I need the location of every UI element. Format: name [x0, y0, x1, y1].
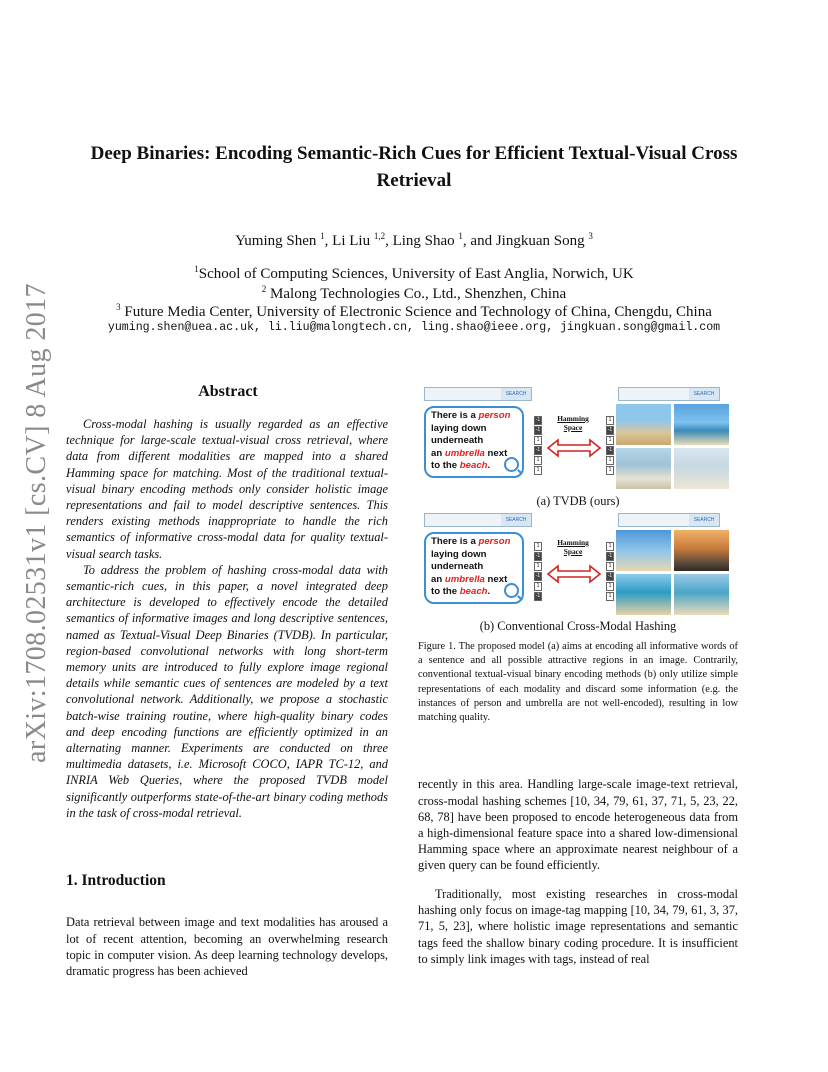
intro-body: [66, 902, 388, 992]
query-text: underneath: [431, 435, 484, 447]
binary-code-text: [534, 416, 542, 476]
binary-bit: 1: [606, 562, 614, 571]
beach-image: [674, 574, 729, 615]
body-paragraph: recently in this area. Handling large-scale image-text retrieval, cross-modal hashing schemes [10, 34, 79, 61, 37, 71, 5, 23, 22, 68, 78] have been proposed to encode heterogeneous data from a high-dimensional feature space into a shared low-dimensional Hamming space where an approximate nearest neighbour of a given query can be found efficiently.: [418, 777, 738, 873]
figure-caption: Figure 1. The proposed model (a) aims at encoding all informative words of a sentence and all possible attractive regions in an image. Contrarily, conventional textual-visual binary encoding methods (b) only utilize simple representations of each modality and discard some information (e.g. the instances of person and umbrella are not well-encoded), resulting in low matching quality.: [418, 641, 738, 724]
hamming-label-line: Hamming: [557, 414, 589, 423]
body-paragraph: Traditionally, most existing researches in cross-modal hashing only focus on image-tag mapping [10, 34, 79, 61, 3, 37, 71, 5, 23], where holistic image representations and semantic tags feed the shallow binary coding procedure. It is insufficient to simply link images with tags, instead of real: [418, 887, 738, 966]
binary-bit: -1: [607, 447, 613, 453]
double-arrow-icon: [544, 562, 604, 586]
right-column-body: [418, 764, 738, 979]
query-keyword: person: [478, 536, 511, 547]
binary-code-image: [606, 542, 614, 602]
beach-image: [616, 574, 671, 615]
figure-panel-a: [420, 384, 736, 504]
binary-bit: -1: [535, 427, 541, 433]
arxiv-sidebar: [14, 283, 60, 763]
binary-bit: 1: [606, 542, 614, 551]
author-name: Jingkuan Song: [495, 233, 585, 249]
author-name: Yuming Shen: [235, 233, 317, 249]
binary-bit: -1: [607, 427, 613, 433]
query-text: There is a: [431, 536, 479, 547]
search-bar: [618, 513, 720, 527]
query-text: next: [484, 573, 508, 585]
query-keyword: beach: [459, 460, 488, 472]
binary-bit: 1: [534, 562, 542, 571]
author-sup: 1: [320, 231, 325, 241]
title-line-2: Retrieval: [376, 170, 452, 191]
hamming-space-label: [550, 414, 596, 432]
query-keyword: umbrella: [444, 573, 485, 585]
query-text: .: [487, 460, 491, 472]
binary-bit: -1: [607, 553, 613, 559]
binary-bit: -1: [535, 593, 541, 599]
query-text: to the: [431, 586, 460, 598]
affiliation-sup: 3: [116, 302, 121, 312]
abstract-paragraph: To address the problem of hashing cross-modal data with semantic-rich cues, in this paper, a novel integrated deep architecture is developed to effectively encode the detailed semantics of informative images and long descriptive sentences, named as Textual-Visual Deep Binaries (TVDB). In particular, region-based convolutional networks with long short-term memory units are introduced to fully explore image regional details while semantic cues of sentences are modeled by a text convolutional network. Additionally, we propose a stochastic batch-wise training routine, where high-quality binary codes and deep encoding functions are efficiently optimized in an alternating manner. Experiments are conducted on three multimedia datasets, i.e. Microsoft COCO, IAPR TC-12, and INRIA Web Queries, where the proposed TVDB model significantly outperforms state-of-the-art binary coding methods in the task of cross-modal retrieval.: [66, 562, 388, 820]
beach-image: [616, 448, 671, 489]
query-text: underneath: [431, 561, 484, 573]
binary-code-image: [606, 416, 614, 476]
affiliation: [60, 302, 768, 321]
double-arrow-icon: [544, 436, 604, 460]
binary-bit: -1: [535, 573, 541, 579]
search-button: SEARCH: [501, 514, 531, 526]
binary-bit: -1: [535, 417, 541, 423]
query-text: an: [431, 447, 445, 459]
search-bar: [618, 387, 720, 401]
affiliation-text: Future Media Center, University of Electronic Science and Technology of China, Chengdu, China: [124, 304, 712, 320]
affiliation-sup: 1: [194, 264, 199, 274]
hamming-label-line: Space: [563, 423, 583, 432]
binary-bit: 1: [534, 466, 542, 475]
beach-image: [674, 448, 729, 489]
magnifier-icon: [504, 583, 519, 598]
magnifier-icon: [504, 457, 519, 472]
query-keyword: beach: [459, 586, 488, 598]
author-list: Yuming Shen $^1$, Li Liu $^{1,2}$, Ling Shao $^1$, and Jingkuan Song $^3$: [235, 231, 593, 249]
intro-paragraph: Data retrieval between image and text modalities has aroused a lot of recent attention, becoming an overwhelming research topic in computer vision. As deep learning technology develops, dramatic progress has been achieved: [66, 915, 388, 978]
section-heading: 1. Introduction: [66, 872, 166, 889]
author-name: Ling Shao: [392, 233, 455, 249]
author-sup: 1,2: [373, 231, 386, 241]
binary-code-text: [534, 542, 542, 602]
binary-bit: 1: [534, 436, 542, 445]
binary-bit: -1: [535, 447, 541, 453]
beach-image: [674, 530, 729, 571]
beach-image: [674, 404, 729, 445]
binary-bit: 1: [606, 466, 614, 475]
hamming-space-label: [550, 538, 596, 556]
binary-bit: 1: [606, 416, 614, 425]
hamming-label-line: Space: [563, 547, 583, 556]
binary-bit: -1: [607, 573, 613, 579]
author-sup: 3: [588, 231, 593, 241]
abstract-heading: Abstract: [198, 383, 258, 400]
subfigure-caption-a: (a) TVDB (ours): [536, 494, 620, 508]
abstract-body: [66, 416, 388, 821]
query-text: There is a: [431, 410, 479, 421]
text-query-box: [424, 532, 524, 604]
binary-bit: 1: [606, 436, 614, 445]
paper-title: [60, 140, 768, 194]
hamming-label-line: Hamming: [557, 538, 589, 547]
image-results: [616, 530, 732, 616]
binary-bit: 1: [606, 582, 614, 591]
figure-panel-b: [420, 510, 736, 630]
author-sup: 1: [458, 231, 463, 241]
image-results: [616, 404, 732, 490]
affiliation-text: School of Computing Sciences, University of East Anglia, Norwich, UK: [198, 266, 634, 282]
beach-image: [616, 530, 671, 571]
search-button: SEARCH: [689, 388, 719, 400]
query-keyword: person: [478, 410, 511, 421]
search-button: SEARCH: [689, 514, 719, 526]
affiliation-sup: 2: [261, 284, 267, 294]
query-text: .: [487, 586, 491, 598]
binary-bit: 1: [534, 456, 542, 465]
abstract-paragraph: Cross-modal hashing is usually regarded as an effective technique for large-scale textual-visual cross retrieval, where data from different modalities are mapped into a shared Hamming space for matching. Most of the traditional textual-visual binary encoding methods only consider holistic image representations and fail to model descriptive sentences. This renders existing methods inappropriate to handle the rich semantics of informative cross-modal data for quality textual-visual search tasks.: [66, 417, 388, 561]
arxiv-identifier: arXiv:1708.02531v1 [cs.CV] 8 Aug 2017: [21, 283, 52, 763]
query-text: to the: [431, 460, 460, 472]
binary-bit: 1: [606, 456, 614, 465]
binary-bit: -1: [535, 553, 541, 559]
author-name: Li Liu: [332, 233, 371, 249]
affiliation: [60, 284, 768, 303]
query-text: laying down: [431, 422, 487, 434]
binary-bit: 1: [534, 582, 542, 591]
binary-bit: 1: [534, 542, 542, 551]
search-button: SEARCH: [501, 388, 531, 400]
binary-bit: 1: [606, 592, 614, 601]
title-line-1: Deep Binaries: Encoding Semantic-Rich Cues for Efficient Textual-Visual Cross: [90, 143, 738, 164]
search-bar: [424, 387, 532, 401]
query-text: next: [484, 447, 508, 459]
text-query-box: [424, 406, 524, 478]
affiliation-text: Malong Technologies Co., Ltd., Shenzhen, China: [270, 286, 567, 302]
search-bar: [424, 513, 532, 527]
query-text: an: [431, 573, 445, 585]
affiliation: [60, 264, 768, 283]
query-keyword: umbrella: [444, 447, 485, 459]
query-text: laying down: [431, 548, 487, 560]
subfigure-caption-b: (b) Conventional Cross-Modal Hashing: [479, 619, 677, 633]
beach-image: [616, 404, 671, 445]
author-emails: yuming.shen@uea.ac.uk, li.liu@malongtech.cn, ling.shao@ieee.org, jingkuan.song@gmail.com: [107, 321, 721, 334]
